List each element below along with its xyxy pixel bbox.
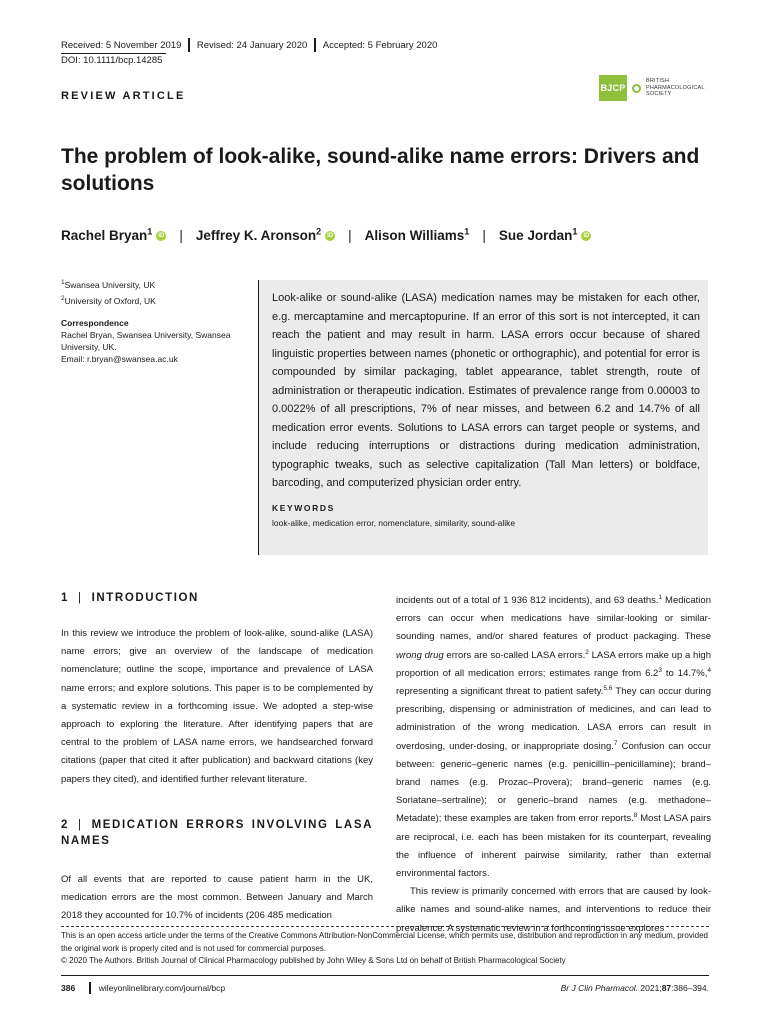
citation-ref[interactable]: 7: [613, 739, 618, 747]
bps-logo-text: BRITISH PHARMACOLOGICAL SOCIETY: [646, 78, 705, 98]
citation-ref[interactable]: 1: [658, 593, 663, 601]
doi[interactable]: DOI: 10.1111/bcp.14285: [61, 55, 163, 66]
date-separator: [314, 38, 316, 52]
author-name[interactable]: Alison Williams$^1$: [364, 226, 470, 243]
license-divider: [61, 926, 709, 927]
page-number: 386: [61, 983, 76, 993]
article-dates: [61, 38, 437, 52]
affiliation-1: $^1$Swansea University, UK: [61, 279, 156, 290]
author-name[interactable]: Sue Jordan$^1$: [498, 226, 578, 243]
journal-logo: [599, 75, 705, 101]
correspondence-heading: Correspondence: [61, 318, 129, 328]
correspondence-email[interactable]: Email: r.bryan@swansea.ac.uk: [61, 354, 178, 364]
scope-paragraph: This review is primarily concerned with errors that are caused by look-alike names and sound-alike names, and interventions to reduce their prevalence. A systematic review in a forthcoming issue explores: [396, 886, 711, 934]
footer-separator: [89, 982, 91, 994]
license-text: This is an open access article under the terms of the Creative Commons Attribution-NonCommercial License, which permits use, distribution and reproduction in any medium, provided the original work is properly cited and is not used for commercial purposes.: [61, 931, 708, 953]
revised-date: Revised: 24 January 2020: [196, 39, 308, 51]
doi-divider: [61, 53, 166, 54]
abstract-box: [259, 280, 708, 555]
orcid-icon[interactable]: iD: [327, 232, 334, 239]
orcid-icon[interactable]: iD: [158, 232, 165, 239]
date-separator: [188, 38, 190, 52]
footer-divider: [61, 975, 709, 976]
page-footer: [61, 982, 709, 994]
right-column: [396, 592, 711, 938]
citation-ref[interactable]: 3: [658, 666, 662, 674]
author-separator: |: [179, 228, 183, 243]
author-name[interactable]: Jeffrey K. Aronson$^2$: [195, 226, 322, 243]
accepted-date: Accepted: 5 February 2020: [322, 39, 438, 51]
correspondence-address: Rachel Bryan, Swansea University, Swansea University, UK.: [61, 330, 231, 352]
received-date: Received: 5 November 2019: [61, 39, 182, 51]
section-heading-introduction: 1 | INTRODUCTION: [61, 592, 199, 604]
keywords: look-alike, medication error, nomenclature, similarity, sound-alike: [272, 517, 516, 528]
citation-ref[interactable]: 2: [585, 648, 589, 656]
journal-citation: Br J Clin Pharmacol. 2021;87:386–394.: [560, 983, 709, 993]
journal-url[interactable]: wileyonlinelibrary.com/journal/bcp: [98, 983, 226, 993]
abstract-text: Look-alike or sound-alike (LASA) medication names may be mistaken for each other, e.g. mercaptamine and mercaptopurine. If an error of this sort is not intercepted, it can reach the patient and may result in harm. LASA errors occur because of shared linguistic properties between names (phonetic or orthographic), and potential for error is compounded by similar packaging, tablet appearance, tablet strength, route of administration or therapeutic indication. Estimates of prevalence range from 0.00003 to 0.0022% of all prescriptions, 7% of near misses, and between 6.2 and 14.7% of all medication error events. Solutions to LASA errors can target people or systems, and include reducing interruptions or distractions during medication administration, typographic tweaks, such as selective capitalization (Tall Man letters) or boldface, barcoding, and computerized physician order entry.: [272, 292, 700, 489]
intro-paragraph: In this review we introduce the problem of look-alike, sound-alike (LASA) name errors; give an overview of the landscape of medication nomenclature; outline the scope, importance and prevalence of LASA name errors; and explore solutions. This paper is to be complemented by a systematic review in a forthcoming issue. We adopted a step-wise approach to exploring the literature. After identifying papers that are central to the problem of LASA name errors, we handsearched forward citations (paper that cited it after publication) and backward citations (key papers they cited), and identified further relevant literature.: [61, 628, 373, 785]
orcid-icon[interactable]: iD: [583, 232, 590, 239]
citation-ref[interactable]: 5,6: [603, 684, 613, 692]
section-heading-medication-errors: 2 | MEDICATION ERRORS INVOLVING LASA NAMES: [61, 818, 373, 847]
bps-circle-icon: [632, 84, 641, 93]
section2-paragraph: Of all events that are reported to cause patient harm in the UK, medication errors are the most common. Between January and March 2018 they accounted for 10.7% of incidents (206 485 medication: [61, 873, 373, 922]
left-column: [61, 590, 373, 935]
affiliations: [61, 279, 246, 369]
author-list: [61, 228, 591, 243]
keywords-heading: KEYWORDS: [272, 502, 335, 513]
license-notice: [61, 930, 711, 968]
author-name[interactable]: Rachel Bryan$^1$: [61, 226, 153, 243]
citation-ref[interactable]: 4: [707, 666, 711, 674]
copyright-text: © 2020 The Authors. British Journal of Clinical Pharmacology published by John Wiley & Sons Ltd on behalf of British Pharmacological Society: [61, 956, 566, 965]
author-separator: |: [348, 228, 352, 243]
affiliation-2: $^2$University of Oxford, UK: [61, 295, 156, 306]
article-title: The problem of look-alike, sound-alike name errors: Drivers and solutions: [61, 145, 700, 195]
bjcp-logo: BJCP: [599, 75, 627, 101]
citation-ref[interactable]: 8: [633, 812, 638, 820]
article-type: REVIEW ARTICLE: [61, 90, 186, 102]
section2-continued-paragraph: incidents out of a total of 1 936 812 incidents), and 63 deaths.$^1$ Medication errors can occur when medications have similar-looking or similar-sounding names, and/or shared features of product packaging. These wrong drug errors are so-called LASA errors.$^2$ LASA errors make up a high proportion of all medication errors; estimates range from $6.2^3$ to 14.7%,$^4$ representing a significant threat to patient safety.$^{5,6}$ They can occur during prescribing, dispensing or administration of medicines, and can lead to administration of the wrong medication. LASA errors can result in overdosing, under-dosing, or inappropriate dosing.$^7$ Confusion can occur between: generic–generic names (e.g. penicillin–penicillamine); brand–brand names (e.g. Prozac–Provera); brand–generic names (e.g. Soriatane–sertraline); or generic–brand names (e.g. methadone–Metadate); these examples are taken from error reports.$^8$ Most LASA pairs are reciprocal, i.e. each has been mistaken for its counterpart, revealing the influence of inherent pairwise similarity, rather than external environmental factors.: [396, 593, 711, 880]
author-separator: |: [482, 228, 486, 243]
